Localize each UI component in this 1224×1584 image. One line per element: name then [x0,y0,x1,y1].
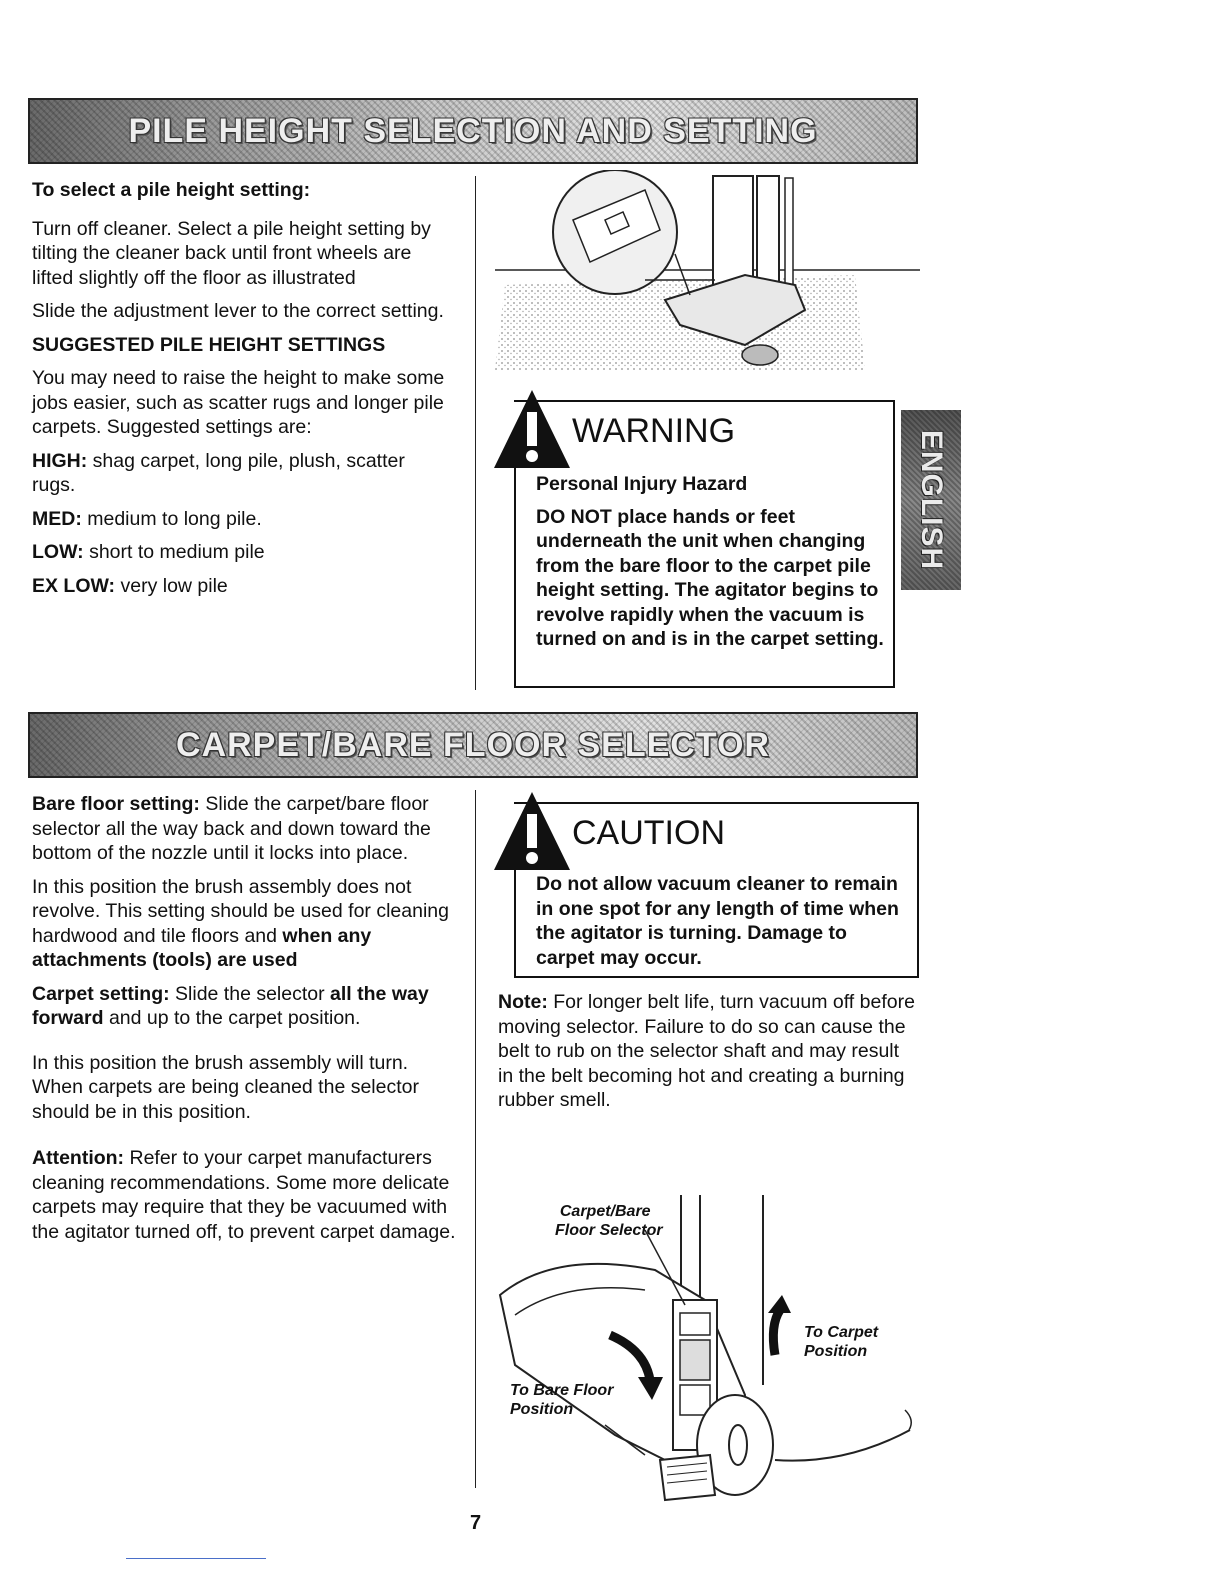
column-divider-top [475,176,476,690]
caution-text: Do not allow vacuum cleaner to remain in one spot for any length of time when the agitator is turning. Damage to carpet may occur. [536,873,899,969]
bare-floor-label: Bare floor setting: [32,793,200,815]
carpet-text-a: Slide the selector [175,982,325,1005]
attention-label: Attention: [32,1147,125,1169]
warning-subtitle: Personal Injury Hazard [536,473,748,495]
warning-text: DO NOT place hands or feet underneath the unit when changing from the bare floor to the carpet pile height setting. The agitator begins to revolve rapidly when the vacuum is turned on and is in the carpet setting. [536,505,884,650]
note-paragraph [498,990,918,1113]
pile-height-text [32,178,452,607]
carpet-setting-label: Carpet setting: [32,982,170,1005]
selector-banner [28,712,918,778]
bare-floor-paragraph [32,792,457,866]
carpet-text-c: and up to the carpet position. [108,1007,361,1029]
bare-floor-text: Slide the carpet/bare floor selector all the way back and down toward the bottom of the nozzle until it locks into place. [32,793,431,864]
carpet-paragraph [32,982,457,1031]
caution-title: CAUTION [572,814,725,852]
note-body: For longer belt life, turn vacuum off before moving selector. Failure to do so can cause the belt to rub on the selector shaft and may result in the belt becoming hot and creating a burning rubber smell. [498,991,915,1111]
selector-text [32,792,457,1253]
attention-text: Refer to your carpet manufacturers cleaning recommendations. Some more delicate carpets may require that they be vacuumed with the agitator turned off, to prevent carpet damage. [32,1147,456,1243]
figure-carpet-line2: Position [804,1343,868,1360]
setting-exlow [32,574,452,599]
setting-exlow-text: very low pile [120,574,228,597]
note-label: Note: [498,991,548,1013]
setting-low-text: short to medium pile [89,541,265,563]
caution-body [536,872,906,978]
setting-med-text: medium to long pile. [87,507,262,530]
setting-high [32,449,452,498]
setting-med [32,507,452,532]
figure-bare-line1: To Bare Floor [510,1382,614,1399]
caution-triangle-icon [492,790,572,872]
position-text-a: In this position the brush assembly does not revolve. This setting should be used for cleaning hardwood and tile floors and [32,875,449,947]
setting-med-label: MED: [32,507,82,530]
vacuum-nozzle-illustration [495,170,920,380]
pile-height-subheading: To select a pile height setting: [32,179,311,201]
suggested-heading: SUGGESTED PILE HEIGHT SETTINGS [32,333,386,356]
caution-box-left-rule [514,866,516,978]
setting-low-label: LOW: [32,541,84,563]
position-paragraph [32,875,457,973]
figure-selector-line1: Carpet/Bare [559,1203,651,1220]
suggested-intro: You may need to raise the height to make some jobs easier, such as scatter rugs and longer pile carpets. Suggested settings are: [32,367,445,438]
warning-box-left-rule [514,465,516,688]
warning-triangle-icon [492,388,572,470]
column-divider-bottom [475,790,476,1488]
setting-high-label: HIGH: [32,449,88,472]
english-language-tab [901,410,961,590]
figure-bare-label [510,1381,613,1419]
warning-title: WARNING [572,412,736,450]
figure-selector-label [555,1202,663,1240]
bottom-line [126,1558,266,1559]
position-text-b: when any attachments (tools) are used [32,924,372,971]
figure-carpet-label [804,1323,878,1361]
turn-paragraph: In this position the brush assembly will turn. When carpets are being cleaned the selector should be in this position. [32,1051,419,1123]
pile-height-para1: Turn off cleaner. Select a pile height setting by tilting the cleaner back until front wheels are lifted slightly off the floor as illustrated [32,217,431,289]
pile-height-para2: Slide the adjustment lever to the correct setting. [32,300,444,322]
setting-low [32,540,452,565]
carpet-text-b: all the way forward [32,982,429,1029]
setting-exlow-label: EX LOW: [32,574,116,597]
figure-selector-line2: Floor Selector [555,1222,663,1239]
figure-carpet-line1: To Carpet [804,1324,879,1341]
page-number: 7 [470,1512,482,1534]
warning-body [536,472,884,660]
pile-height-banner [28,98,918,164]
pile-height-banner-title: PILE HEIGHT SELECTION AND SETTING [128,111,818,150]
attention-paragraph [32,1146,457,1244]
english-tab-label: ENGLISH [915,429,949,571]
note-text [498,990,918,1122]
selector-banner-title: CARPET/BARE FLOOR SELECTOR [176,725,770,764]
setting-high-text: shag carpet, long pile, plush, scatter rugs. [32,449,405,496]
figure-bare-line2: Position [510,1401,574,1418]
